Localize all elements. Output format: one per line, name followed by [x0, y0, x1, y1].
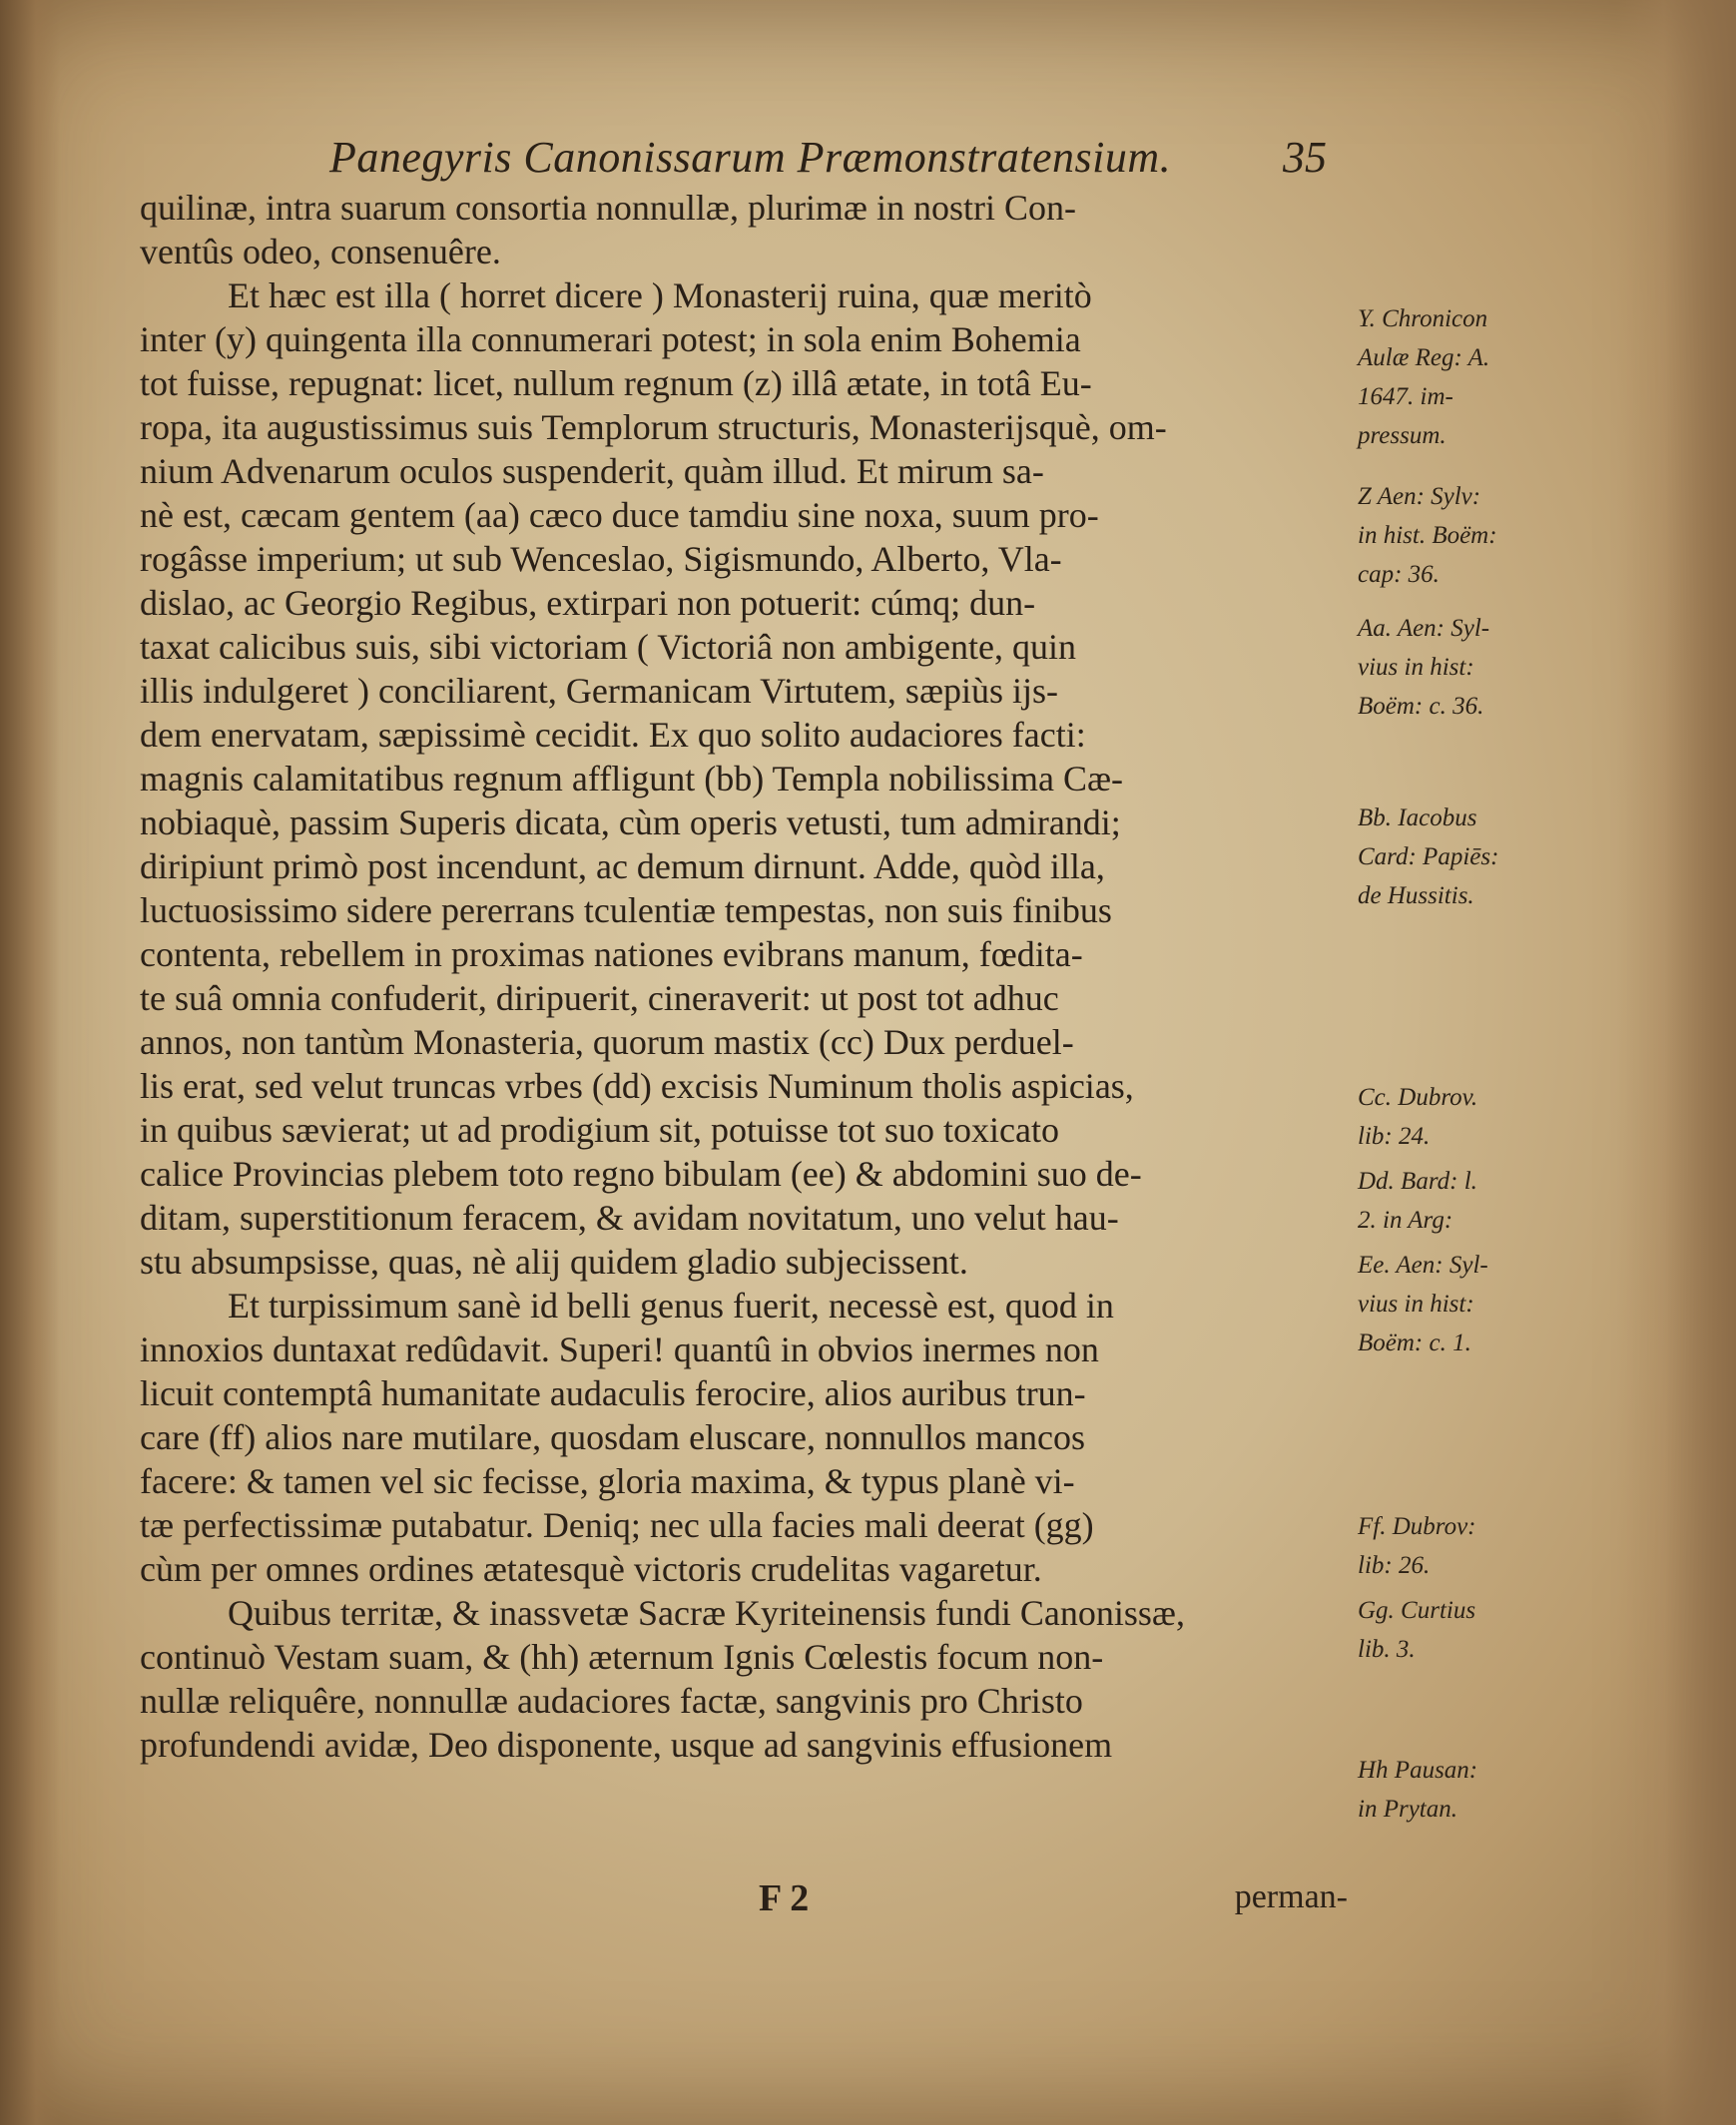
margin-note-z: Z Aen: Sylv: in hist. Boëm: cap: 36.	[1358, 483, 1497, 588]
text-line: cùm per omnes ordines ætatesquè victoris crudelitas vagaretur.	[140, 1549, 1042, 1589]
text-line: dislao, ac Georgio Regibus, extirpari non potuerit: cúmq; dun-	[140, 583, 1036, 623]
margin-note-ff: Ff. Dubrov: lib: 26.	[1358, 1513, 1476, 1579]
text-line: annos, non tantùm Monasteria, quorum mastix (cc) Dux perduel-	[140, 1022, 1074, 1062]
text-line: nè est, cæcam gentem (aa) cæco duce tamdiu sine noxa, suum pro-	[140, 495, 1099, 535]
text-line: dem enervatam, sæpissimè cecidit. Ex quo solito audaciores facti:	[140, 715, 1086, 755]
main-text-block	[140, 186, 1348, 1882]
text-line: quilinæ, intra suarum consortia nonnullæ, plurimæ in nostri Con-	[140, 188, 1076, 228]
text-line: ropa, ita augustissimus suis Templorum structuris, Monasterijsquè, om-	[140, 407, 1167, 447]
text-line: profundendi avidæ, Deo disponente, usque ad sangvinis effusionem	[140, 1725, 1113, 1765]
margin-note-cc: Cc. Dubrov. lib: 24.	[1358, 1084, 1478, 1150]
text-line: nium Advenarum oculos suspenderit, quàm illud. Et mirum sa-	[140, 451, 1044, 491]
text-line: stu absumpsisse, quas, nè alij quidem gladio subjecissent.	[140, 1242, 968, 1282]
text-line: nullæ reliquêre, nonnullæ audaciores factæ, sangvinis pro Christo	[140, 1681, 1083, 1721]
text-line: ditam, superstitionum feracem, & avidam novitatum, uno velut hau-	[140, 1198, 1119, 1238]
text-line: taxat calicibus suis, sibi victoriam ( Victoriâ non ambigente, quin	[140, 627, 1076, 667]
text-line: calice Provincias plebem toto regno bibulam (ee) & abdomini suo de-	[140, 1154, 1142, 1194]
text-line: licuit contemptâ humanitate audaculis ferocire, alios auribus trun-	[140, 1373, 1086, 1413]
text-line: care (ff) alios nare mutilare, quosdam eluscare, nonnullos mancos	[140, 1417, 1086, 1457]
catchword: perman-	[1234, 1878, 1348, 1915]
text-line: Et hæc est illa ( horret dicere ) Monasterij ruina, quæ meritò	[228, 275, 1092, 315]
margin-note-ee: Ee. Aen: Syl- vius in hist: Boëm: c. 1.	[1358, 1252, 1488, 1356]
text-line: contenta, rebellem in proximas nationes evibrans manum, fœdita-	[140, 934, 1083, 974]
margin-notes	[1358, 299, 1657, 1857]
text-line: tæ perfectissimæ putabatur. Deniq; nec ulla facies mali deerat (gg)	[140, 1505, 1094, 1545]
text-line: luctuosissimo sidere pererrans tculentiæ tempestas, non suis finibus	[140, 890, 1112, 930]
text-line: innoxios duntaxat redûdavit. Superi! quantû in obvios inermes non	[140, 1329, 1099, 1369]
text-line: in quibus sævierat; ut ad prodigium sit, potuisse tot suo toxicato	[140, 1110, 1059, 1150]
signature-mark: F 2	[759, 1877, 810, 1919]
text-line: te suâ omnia confuderit, diripuerit, cineraverit: ut post tot adhuc	[140, 978, 1059, 1018]
text-line: Et turpissimum sanè id belli genus fuerit, necessè est, quod in	[228, 1286, 1114, 1326]
page-gutter-shadow	[0, 0, 60, 2125]
margin-note-gg: Gg. Curtius lib. 3.	[1358, 1597, 1476, 1663]
text-line: illis indulgeret ) conciliarent, Germanicam Virtutem, sæpiùs ijs-	[140, 671, 1058, 711]
text-line: tot fuisse, repugnat: licet, nullum regnum (z) illâ ætate, in totâ Eu-	[140, 363, 1092, 403]
text-line: continuò Vestam suam, & (hh) æternum Ignis Cœlestis focum non-	[140, 1637, 1104, 1677]
text-line: diripiunt primò post incendunt, ac demum dirnunt. Adde, quòd illa,	[140, 846, 1105, 886]
margin-note-dd: Dd. Bard: l. 2. in Arg:	[1358, 1168, 1477, 1234]
text-line: ventûs odeo, consenuêre.	[140, 232, 501, 271]
margin-note-y: Y. Chronicon Aulæ Reg: A. 1647. im- pressum.	[1358, 305, 1490, 449]
margin-note-hh: Hh Pausan: in Prytan.	[1358, 1757, 1478, 1823]
text-line: facere: & tamen vel sic fecisse, gloria maxima, & typus planè vi-	[140, 1461, 1075, 1501]
text-line: Quibus territæ, & inassvetæ Sacræ Kyriteinensis fundi Canonissæ,	[228, 1593, 1185, 1633]
margin-note-aa: Aa. Aen: Syl- vius in hist: Boëm: c. 36.	[1358, 615, 1490, 720]
text-line: lis erat, sed velut truncas vrbes (dd) excisis Numinum tholis aspicias,	[140, 1066, 1134, 1106]
margin-note-bb: Bb. Iacobus Card: Papiēs: de Hussitis.	[1358, 804, 1499, 909]
text-line: nobiaquè, passim Superis dicata, cùm operis vetusti, tum admirandi;	[140, 802, 1121, 842]
page-number: 35	[1283, 133, 1327, 182]
text-line: inter (y) quingenta illa connumerari potest; in sola enim Bohemia	[140, 319, 1081, 359]
running-title: Panegyris Canonissarum Præmonstratensium.	[329, 133, 1172, 182]
text-line: rogâsse imperium; ut sub Wenceslao, Sigismundo, Alberto, Vla-	[140, 539, 1062, 579]
text-line: magnis calamitatibus regnum affligunt (bb) Templa nobilissima Cæ-	[140, 759, 1123, 798]
